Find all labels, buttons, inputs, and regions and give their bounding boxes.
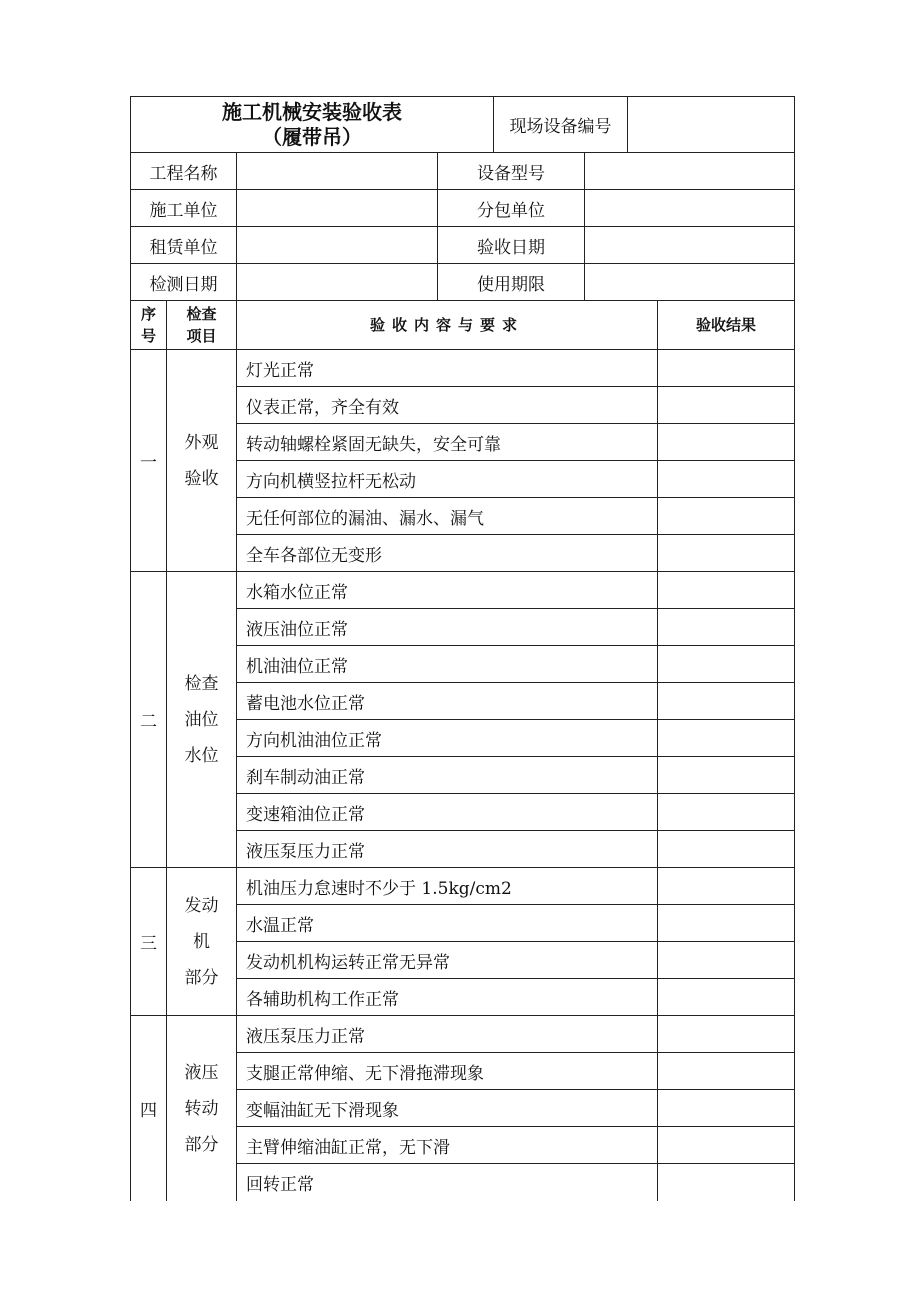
check-item: 无任何部位的漏油、漏水、漏气 [236,497,658,535]
check-result[interactable] [657,460,795,498]
header-seq [130,300,167,350]
check-item: 各辅助机构工作正常 [236,978,658,1016]
check-result[interactable] [657,497,795,535]
info-field-right[interactable] [584,152,795,190]
check-result[interactable] [657,1126,795,1164]
info-field-left[interactable] [236,226,438,264]
check-result[interactable] [657,571,795,609]
check-item: 仪表正常，齐全有效 [236,386,658,424]
section-name-line: 部分 [184,1134,219,1155]
section-name-line: 转动 [184,1098,219,1119]
info-field-right[interactable] [584,263,795,301]
check-result[interactable] [657,645,795,683]
check-item: 机油压力怠速时不少于 1.5kg/cm2 [236,867,658,905]
header-item-line1: 检查 [186,305,217,323]
check-result[interactable] [657,1052,795,1090]
check-result[interactable] [657,1015,795,1053]
check-item: 水箱水位正常 [236,571,658,609]
header-seq-line1: 序 [140,305,156,323]
check-item: 变速箱油位正常 [236,793,658,831]
header-item-line2: 项目 [186,327,217,345]
check-result[interactable] [657,534,795,572]
section-name-line: 外观 [184,432,219,453]
section-name-line: 检查 [184,673,219,694]
info-label-left: 检测日期 [130,263,237,301]
check-item: 水温正常 [236,904,658,942]
info-label-left: 工程名称 [130,152,237,190]
check-item: 回转正常 [236,1163,658,1201]
header-item [166,300,237,350]
section-seq: 二 [130,571,167,868]
check-item: 蓄电池水位正常 [236,682,658,720]
check-item: 主臂伸缩油缸正常，无下滑 [236,1126,658,1164]
section-name-line: 机 [193,931,210,952]
check-item: 发动机机构运转正常无异常 [236,941,658,979]
equipment-no-field[interactable] [627,96,795,153]
info-field-left[interactable] [236,263,438,301]
check-item: 支腿正常伸缩、无下滑拖滞现象 [236,1052,658,1090]
section-name [166,349,237,572]
check-result[interactable] [657,756,795,794]
check-item: 变幅油缸无下滑现象 [236,1089,658,1127]
info-label-right: 分包单位 [437,189,585,227]
check-item: 方向机油油位正常 [236,719,658,757]
check-result[interactable] [657,719,795,757]
section-name-line: 发动 [184,895,219,916]
section-name [166,571,237,868]
header-result: 验收结果 [657,300,795,350]
check-result[interactable] [657,1163,795,1201]
header-seq-line2: 号 [140,327,156,345]
check-result[interactable] [657,1089,795,1127]
check-result[interactable] [657,867,795,905]
check-result[interactable] [657,349,795,387]
info-label-right: 使用期限 [437,263,585,301]
info-label-left: 租赁单位 [130,226,237,264]
info-label-right: 设备型号 [437,152,585,190]
check-result[interactable] [657,978,795,1016]
check-result[interactable] [657,423,795,461]
check-result[interactable] [657,904,795,942]
check-item: 液压泵压力正常 [236,1015,658,1053]
check-item: 液压油位正常 [236,608,658,646]
form-title [130,96,494,153]
check-item: 机油油位正常 [236,645,658,683]
section-name [166,867,237,1016]
section-name-line: 部分 [184,967,219,988]
info-field-left[interactable] [236,152,438,190]
form-title-line2: （履带吊） [262,124,362,149]
info-label-right: 验收日期 [437,226,585,264]
check-result[interactable] [657,682,795,720]
check-item: 灯光正常 [236,349,658,387]
section-name [166,1015,237,1201]
check-result[interactable] [657,608,795,646]
section-seq: 一 [130,349,167,572]
info-field-right[interactable] [584,226,795,264]
check-item: 全车各部位无变形 [236,534,658,572]
check-item: 液压泵压力正常 [236,830,658,868]
section-name-line: 液压 [184,1062,219,1083]
check-result[interactable] [657,830,795,868]
info-label-left: 施工单位 [130,189,237,227]
header-content: 验收内容与要求 [236,300,658,350]
form-title-line1: 施工机械安装验收表 [222,99,402,124]
section-seq: 四 [130,1015,167,1201]
info-field-left[interactable] [236,189,438,227]
section-name-line: 油位 [184,709,219,730]
section-name-line: 验收 [184,468,219,489]
info-field-right[interactable] [584,189,795,227]
check-result[interactable] [657,386,795,424]
equipment-no-label: 现场设备编号 [493,96,628,153]
check-result[interactable] [657,941,795,979]
check-item: 刹车制动油正常 [236,756,658,794]
check-item: 方向机横竖拉杆无松动 [236,460,658,498]
check-result[interactable] [657,793,795,831]
section-name-line: 水位 [184,745,219,766]
section-seq: 三 [130,867,167,1016]
check-item: 转动轴螺栓紧固无缺失，安全可靠 [236,423,658,461]
